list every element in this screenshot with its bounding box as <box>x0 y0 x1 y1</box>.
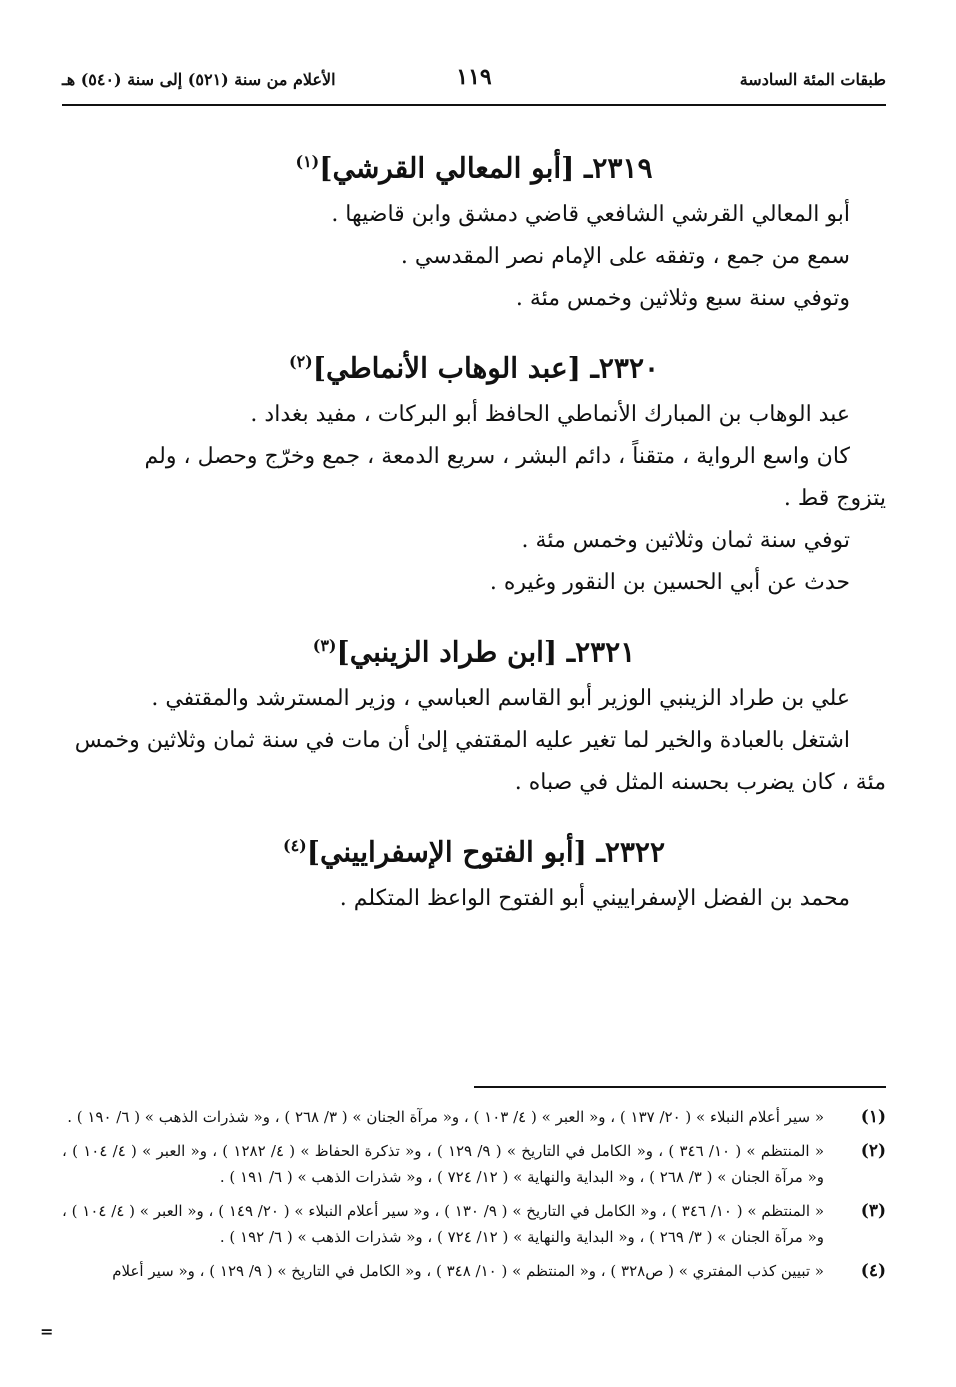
entry-heading: ٢٣٢١ـ [ابن طراد الزينبي] <box>336 635 636 669</box>
entry-paragraph: علي بن طراد الزينبي الوزير أبو القاسم العباسي ، وزير المسترشد والمقتفي . <box>151 686 850 711</box>
section-title: طبقات المئة السادسة <box>739 70 886 89</box>
footnote-ref: (٢) <box>288 352 313 371</box>
biography-entry <box>62 340 886 604</box>
entry-paragraph: كان واسع الرواية ، متقناً ، دائم البشر ، سريع الدمعة ، جمع وخرّج وحصل ، ولم <box>144 444 850 469</box>
footnote <box>62 1198 886 1250</box>
entry-paragraph: عبد الوهاب بن المبارك الأنماطي الحافظ أبو البركات ، مفيد بغداد . <box>250 402 850 427</box>
entry-paragraph: أبو المعالي القرشي الشافعي قاضي دمشق وابن قاضيها . <box>331 202 850 227</box>
biography-entry <box>62 824 886 920</box>
footnote-number: (٢) <box>860 1141 886 1161</box>
footnote <box>62 1104 886 1130</box>
entry-paragraph: حدث عن أبي الحسين بن النقور وغيره . <box>489 570 850 595</box>
header-divider <box>62 104 886 106</box>
entry-title <box>62 824 886 868</box>
chapter-title: الأعلام من سنة (٥٢١) إلى سنة (٥٤٠) هـ <box>62 70 336 89</box>
entry-paragraph: اشتغل بالعبادة والخير لما تغير عليه المقتفي إلىٰ أن مات في سنة ثمان وثلاثين وخمس <box>74 728 850 753</box>
entry-heading: ٢٣٢٠ـ [عبد الوهاب الأنماطي] <box>312 351 660 385</box>
footnote-text: « سير أعلام النبلاء » ( ٢٠/ ١٣٧ ) ، و« العبر » ( ٤/ ١٠٣ ) ، و« مرآة الجنان » ( ٣/ ٢٦٨ ) ، و« شذرات الذهب » ( ٦/ ١٩٠ ) . <box>67 1108 824 1126</box>
running-header <box>62 62 886 102</box>
footnote-ref: (٤) <box>283 836 307 855</box>
entry-heading: ٢٣٢٢ـ [أبو الفتوح الإسفراييني] <box>306 835 665 869</box>
footnote-number: (٣) <box>860 1201 886 1221</box>
main-text <box>62 140 886 920</box>
footnote-ref: (١) <box>295 152 320 171</box>
entry-paragraph: وتوفي سنة سبع وثلاثين وخمس مئة . <box>515 286 850 311</box>
continuation-mark: = <box>40 1322 54 1341</box>
entry-title <box>62 340 886 384</box>
entry-paragraph-continued: يتزوج قط . <box>783 486 886 511</box>
footnote-text: « المنتظم » ( ١٠/ ٣٤٦ ) ، و« الكامل في التاريخ » ( ٩/ ١٢٩ ) ، و« تذكرة الحفاظ » ( ٤/ ١٢٨٢ ) ، و« العبر » ( ٤/ ١٠٤ ) ، و« مرآة الجنان » ( ٣/ ٢٦٨ ) ، و« البداية والنهاية » ( ١٢/ ٧٢٤ ) ، و« شذرات الذهب » ( ٦/ ١٩١ ) . <box>62 1142 825 1186</box>
entry-paragraph-continued: مئة ، كان يضرب بحسنه المثل في صباه . <box>514 770 886 795</box>
entry-paragraph: سمع من جمع ، وتفقه على الإمام نصر المقدسي . <box>400 244 850 269</box>
biography-entry <box>62 140 886 320</box>
footnote-ref: (٣) <box>312 636 337 655</box>
entry-heading: ٢٣١٩ـ [أبو المعالي القرشي] <box>319 151 653 185</box>
entry-paragraph: توفي سنة ثمان وثلاثين وخمس مئة . <box>521 528 850 553</box>
footnote-number: (١) <box>860 1107 886 1127</box>
entry-paragraph: محمد بن الفضل الإسفراييني أبو الفتوح الواعظ المتكلم . <box>339 886 850 911</box>
biography-entry <box>62 624 886 804</box>
footnote-divider <box>474 1086 886 1088</box>
page-number: ١١٩ <box>456 64 492 90</box>
footnote-text: « المنتظم » ( ١٠/ ٣٤٦ ) ، و« الكامل في التاريخ » ( ٩/ ١٣٠ ) ، و« سير أعلام النبلاء » ( ٢٠/ ١٤٩ ) ، و« العبر » ( ٤/ ١٠٤ ) ، و« مرآة الجنان » ( ٣/ ٢٦٩ ) ، و« البداية والنهاية » ( ١٢/ ٧٢٤ ) ، و« شذرات الذهب » ( ٦/ ١٩٢ ) . <box>62 1202 825 1246</box>
footnotes <box>62 1104 886 1292</box>
footnote-number: (٤) <box>860 1261 886 1281</box>
footnote <box>62 1138 886 1190</box>
footnote <box>62 1258 886 1284</box>
footnote-text: « تبيين كذب المفتري » ( ص٣٢٨ ) ، و« المنتظم » ( ١٠/ ٣٤٨ ) ، و« الكامل في التاريخ » ( ٩/ ١٢٩ ) ، و« سير أعلام <box>112 1262 824 1280</box>
entry-title <box>62 140 886 184</box>
entry-title <box>62 624 886 668</box>
